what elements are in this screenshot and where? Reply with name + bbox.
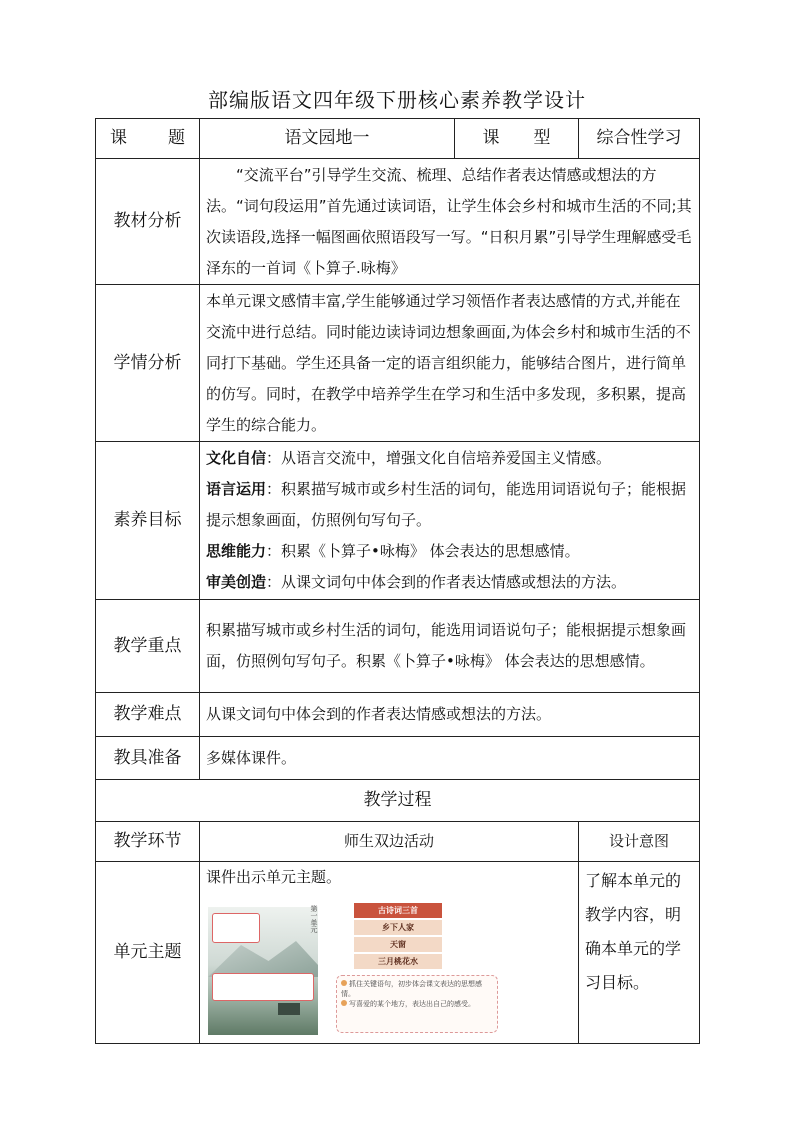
- goal-key: 审美创造: [206, 573, 267, 591]
- unit-goal: 写喜爱的某个地方，表达出自己的感受。: [341, 999, 493, 1009]
- bullet-icon: [341, 1000, 347, 1006]
- lesson-item: 天窗: [354, 937, 442, 952]
- difficulties-text: 从课文词句中体会到的作者表达情感或想法的方法。: [206, 705, 552, 723]
- goals-row: [96, 442, 700, 600]
- col-intent: 设计意图: [579, 822, 700, 862]
- poem-heading: 古诗词三首: [354, 903, 442, 918]
- goal-key: 语言运用: [206, 480, 267, 498]
- topic-label: 课 题: [96, 119, 200, 159]
- col-activity: 师生双边活动: [200, 822, 579, 862]
- tools-label: 教具准备: [96, 737, 200, 780]
- process-heading-row: [96, 780, 700, 822]
- type-value: 综合性学习: [579, 119, 700, 159]
- unit-theme-row: [96, 862, 700, 1044]
- unit-stage: 单元主题: [96, 862, 200, 1044]
- tools-text: 多媒体课件。: [206, 748, 297, 767]
- lesson-plan-table: [95, 118, 700, 1044]
- house-shape: [278, 1003, 300, 1015]
- learner-label: 学情分析: [96, 285, 200, 442]
- goal-item: [206, 474, 693, 536]
- goals-label: 素养目标: [96, 442, 200, 600]
- col-stage: 教学环节: [96, 822, 200, 862]
- topic-row: [96, 119, 700, 159]
- unit-theme-image: [208, 899, 498, 1039]
- process-columns-row: [96, 822, 700, 862]
- goal-text: ：从课文词句中体会到的作者表达情感或想法的方法。: [266, 573, 627, 591]
- difficulties-row: [96, 693, 700, 737]
- painting-note: [212, 913, 260, 943]
- type-label: 课 型: [455, 119, 579, 159]
- unit-intent: 了解本单元的教学内容，明确本单元的学习目标。: [579, 862, 700, 1044]
- key-points-row: [96, 600, 700, 693]
- goal-text: ：积累《卜算子•咏梅》 体会表达的思想感情。: [266, 542, 580, 560]
- learner-row: [96, 285, 700, 442]
- unit-tag: 第一单元: [310, 905, 318, 933]
- process-heading: 教学过程: [96, 780, 700, 822]
- key-points-label: 教学重点: [96, 600, 200, 693]
- mountain-shape: [208, 937, 318, 977]
- goal-key: 文化自信: [206, 449, 267, 467]
- document-title: 部编版语文四年级下册核心素养教学设计: [208, 88, 586, 112]
- difficulties-label: 教学难点: [96, 693, 200, 737]
- material-label: 教材分析: [96, 159, 200, 285]
- topic-value: 语文园地一: [200, 119, 455, 159]
- tools-row: [96, 737, 700, 780]
- unit-goals-box: [336, 975, 498, 1033]
- goal-item: [206, 536, 693, 567]
- goals-list: [200, 442, 700, 600]
- lesson-item: 乡下人家: [354, 920, 442, 935]
- goal-item: [206, 443, 693, 474]
- lesson-item: 三月桃花水: [354, 954, 442, 969]
- goal-text: ：积累描写城市或乡村生活的词句，能选用词语说句子；能根据提示想象画面，仿照例句写句子。: [206, 480, 687, 529]
- material-text: “交流平台”引导学生交流、梳理、总结作者表达情感或想法的方法。“词句段运用”首先通过读词语，让学生体会乡村和城市生活的不同;其次读语段,选择一幅图画依照语段写一写。“日积月累”引导学生理解感受毛泽东的一首词《卜算子.咏梅》: [206, 165, 692, 277]
- goal-key: 思维能力: [206, 542, 267, 560]
- bullet-icon: [341, 980, 347, 986]
- goal-item: [206, 567, 693, 598]
- material-row: [96, 159, 700, 285]
- unit-activity: 课件出示单元主题。: [206, 868, 342, 886]
- painting-note: [212, 973, 314, 1001]
- learner-text: 本单元课文感情丰富,学生能够通过学习领悟作者表达感情的方式,并能在交流中进行总结。同时能边读诗词边想象画面,为体会乡村和城市生活的不同打下基础。学生还具备一定的语言组织能力，能够结合图片，进行简单的仿写。同时，在教学中培养学生在学习和生活中多发现，多积累，提高学生的综合能力。: [206, 291, 691, 434]
- goal-text: ：从语言交流中，增强文化自信培养爱国主义情感。: [266, 449, 612, 467]
- unit-goal: 抓住关键语句，初步体会课文表达的思想感情。: [341, 980, 482, 998]
- landscape-painting: [208, 907, 318, 1035]
- key-points-text: 积累描写城市或乡村生活的词句，能选用词语说句子；能根据提示想象画面，仿照例句写句子。积累《卜算子•咏梅》 体会表达的思想感情。: [206, 621, 687, 670]
